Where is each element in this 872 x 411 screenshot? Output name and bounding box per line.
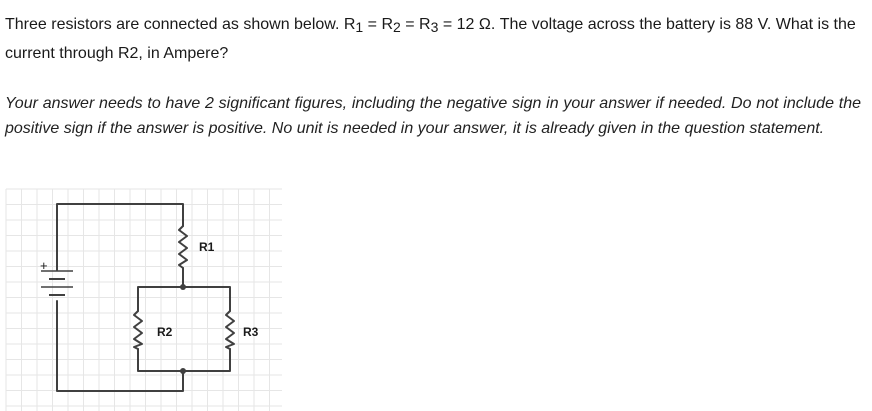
wire-upper-bus: [138, 287, 230, 311]
wire-bottom: [57, 301, 183, 391]
question-part-3: = R: [400, 16, 431, 33]
grid-background: [6, 189, 282, 411]
junction-node-bottom: [180, 368, 186, 374]
resistor-r3-zigzag: [226, 311, 234, 349]
question-part-1: Three resistors are connected as shown below. R: [5, 16, 356, 33]
junction-node-top: [180, 284, 186, 290]
circuit-diagram: [0, 188, 290, 411]
label-r1: R1: [199, 240, 215, 254]
resistor-r1-zigzag: [179, 226, 187, 268]
wire-top: [57, 204, 183, 270]
question-part-4: = 12 Ω. The voltage across the battery is 88 V. What is the current through R2, in Ampere?: [5, 16, 856, 62]
r3-subscript: 3: [430, 19, 439, 35]
label-r3: R3: [243, 325, 259, 339]
r2-subscript: 2: [393, 19, 401, 35]
r1-subscript: 1: [355, 19, 364, 35]
label-r2: R2: [157, 325, 173, 339]
question-text: [5, 10, 865, 68]
question-part-2: = R: [363, 16, 393, 33]
resistor-r2-zigzag: [134, 311, 142, 349]
answer-instructions: Your answer needs to have 2 significant figures, including the negative sign in your answer if needed. Do not include the positive sign if the answer is positive. No unit is needed in your answer, it is already given in the question statement.: [5, 95, 861, 137]
battery-plus-sign: +: [40, 258, 48, 273]
